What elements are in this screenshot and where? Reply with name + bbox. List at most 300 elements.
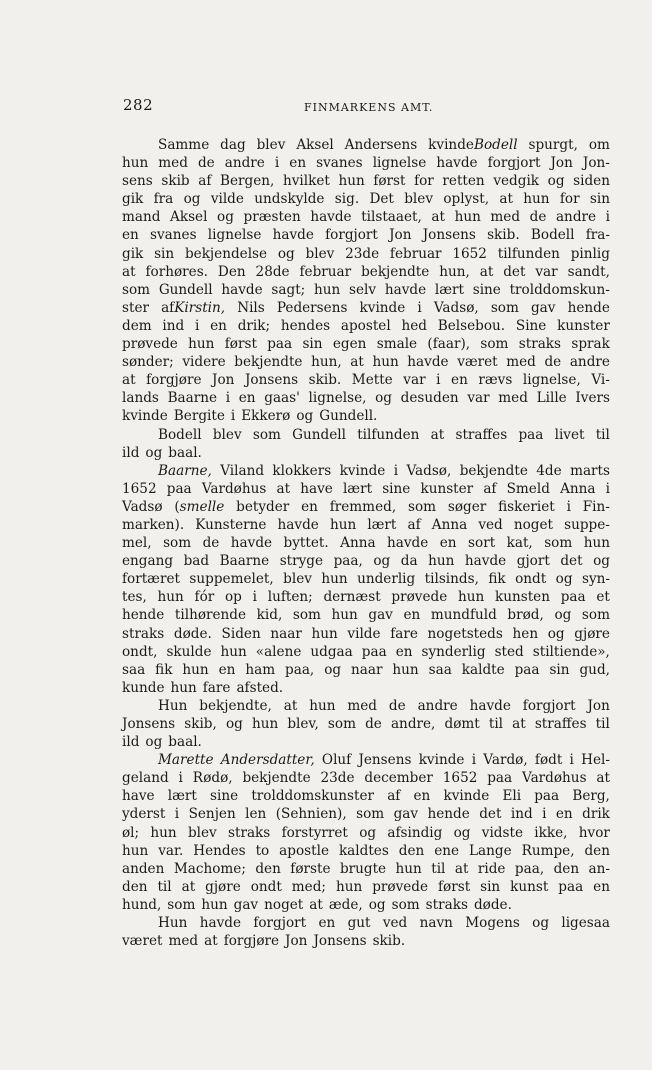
word: at bbox=[454, 860, 469, 877]
word: som bbox=[480, 336, 509, 353]
word: at bbox=[283, 697, 298, 714]
word: og bbox=[277, 245, 295, 262]
word: livet bbox=[554, 426, 585, 443]
word: bekjendte, bbox=[199, 697, 272, 714]
word: luften; bbox=[267, 589, 313, 606]
word: gud, bbox=[579, 661, 610, 678]
word: paa bbox=[361, 643, 387, 660]
word: februar bbox=[299, 263, 352, 280]
word: skib. bbox=[487, 227, 520, 244]
word: nogetsteds bbox=[427, 625, 503, 642]
word: Anna bbox=[431, 516, 468, 533]
word: havde bbox=[436, 155, 478, 172]
word: af bbox=[387, 788, 401, 805]
word: været bbox=[457, 354, 498, 371]
word: dernæst bbox=[323, 589, 381, 606]
word: gik bbox=[122, 191, 144, 208]
word: hun, bbox=[311, 354, 342, 371]
word: af bbox=[198, 173, 212, 190]
word: hende bbox=[567, 299, 610, 316]
word: hun bbox=[321, 571, 348, 588]
word: have bbox=[300, 480, 333, 497]
word: fare bbox=[390, 625, 418, 642]
word: Hendes bbox=[193, 842, 246, 859]
word: byttet. bbox=[283, 535, 329, 552]
word: afsindig bbox=[387, 824, 443, 841]
word: præsten bbox=[243, 209, 301, 226]
word: hed bbox=[401, 317, 427, 334]
word: kunde bbox=[122, 679, 165, 696]
word: det bbox=[560, 553, 583, 570]
text-line bbox=[122, 281, 610, 299]
word: som bbox=[122, 281, 151, 298]
word: hvilket bbox=[282, 173, 330, 190]
word: Den bbox=[217, 263, 246, 280]
word: paa bbox=[560, 589, 586, 606]
word: med bbox=[498, 390, 528, 407]
word: navn bbox=[419, 915, 453, 932]
word: videre bbox=[182, 354, 226, 371]
text-line bbox=[122, 317, 610, 335]
word: forgjøre bbox=[146, 372, 202, 389]
word: Bergen, bbox=[220, 173, 275, 190]
word: dem bbox=[122, 317, 152, 334]
word: noget bbox=[264, 896, 304, 913]
word: hun bbox=[457, 589, 485, 606]
word: døde. bbox=[473, 896, 512, 913]
word: lært bbox=[434, 281, 464, 298]
word: at bbox=[499, 191, 513, 208]
word: at bbox=[122, 263, 136, 280]
word: 28de bbox=[255, 263, 290, 280]
word: hun bbox=[454, 209, 481, 226]
word: og bbox=[555, 571, 573, 588]
word: Gundell. bbox=[319, 408, 378, 425]
word: stryge bbox=[279, 553, 324, 570]
word: hun bbox=[122, 155, 149, 172]
word: den bbox=[584, 842, 610, 859]
word: smale bbox=[376, 336, 418, 353]
word: i bbox=[230, 408, 236, 425]
word: geland bbox=[122, 770, 169, 787]
text-line bbox=[122, 371, 610, 389]
word: i bbox=[417, 299, 422, 316]
text-line bbox=[122, 335, 610, 353]
word: to bbox=[255, 842, 270, 859]
word: ligesaa bbox=[561, 915, 610, 932]
word: Baarne, bbox=[158, 462, 212, 479]
word: Hel- bbox=[581, 752, 610, 769]
word: underlig bbox=[357, 571, 416, 588]
word: og bbox=[593, 553, 610, 570]
word: i bbox=[605, 480, 610, 497]
word: trolddomskun- bbox=[509, 281, 610, 298]
word: hun bbox=[314, 281, 341, 298]
word: paa bbox=[558, 878, 584, 895]
text-line bbox=[122, 444, 610, 462]
word: fremmed, bbox=[329, 498, 397, 515]
word: Berg, bbox=[572, 788, 610, 805]
word: paa bbox=[487, 770, 513, 787]
word: at bbox=[350, 354, 364, 371]
word: ind bbox=[510, 806, 533, 823]
word: at bbox=[596, 770, 610, 787]
word: udgaa bbox=[310, 643, 353, 660]
word: Anna bbox=[560, 480, 596, 497]
word: de bbox=[197, 155, 215, 172]
word: vedgik bbox=[493, 173, 540, 190]
word: Mogens bbox=[465, 915, 520, 932]
word: blev bbox=[256, 137, 286, 153]
word: i bbox=[542, 806, 547, 823]
word: et bbox=[596, 589, 610, 606]
word: sig. bbox=[334, 191, 360, 208]
word: i bbox=[436, 372, 441, 389]
word: og bbox=[532, 915, 550, 932]
text-line bbox=[122, 245, 610, 263]
text-line bbox=[122, 570, 610, 588]
word: at bbox=[204, 933, 218, 950]
word: kunster bbox=[557, 317, 610, 334]
word: med bbox=[490, 209, 521, 226]
word: Samme bbox=[158, 137, 210, 153]
word: i bbox=[174, 806, 180, 823]
word: blev bbox=[187, 824, 217, 841]
word: Vi- bbox=[591, 372, 610, 389]
word: Lille bbox=[536, 390, 567, 407]
word: at bbox=[479, 263, 494, 280]
word: Kunsterne bbox=[195, 516, 267, 533]
word: tilfunden bbox=[497, 245, 560, 262]
word: med bbox=[506, 354, 536, 371]
word: som bbox=[252, 426, 281, 443]
word: forstyrret bbox=[281, 824, 348, 841]
word: Rødø, bbox=[192, 770, 233, 787]
word: Pedersens bbox=[276, 299, 348, 316]
word: hund, bbox=[122, 896, 162, 913]
word: hun bbox=[170, 679, 197, 696]
word: februar bbox=[389, 245, 442, 262]
word: lignelse bbox=[207, 227, 262, 244]
word: andre bbox=[417, 697, 458, 714]
word: havde bbox=[310, 209, 352, 226]
word: den bbox=[255, 860, 281, 877]
word: at bbox=[431, 209, 445, 226]
word: Jonsens bbox=[313, 933, 367, 950]
word: 4de bbox=[536, 462, 562, 479]
word: paa, bbox=[514, 860, 545, 877]
word: Andersdatter, bbox=[220, 752, 315, 769]
word: ster bbox=[122, 299, 149, 316]
word: hvor bbox=[578, 824, 610, 841]
word: kvinde bbox=[443, 788, 490, 805]
word: lært bbox=[342, 480, 373, 497]
word: an- bbox=[588, 860, 610, 877]
word: Ivers bbox=[575, 390, 610, 407]
word: havde bbox=[230, 535, 273, 552]
word: af bbox=[407, 516, 421, 533]
word: og bbox=[324, 661, 342, 678]
word: baal. bbox=[168, 734, 202, 751]
word: Gundell bbox=[158, 281, 213, 298]
word: hun bbox=[188, 336, 215, 353]
word: paa, bbox=[285, 661, 315, 678]
word: undskylde bbox=[254, 191, 325, 208]
word: øl; bbox=[122, 824, 140, 841]
text-line bbox=[122, 226, 610, 244]
word: saa bbox=[428, 661, 452, 678]
word: Jon bbox=[550, 155, 573, 172]
word: forgjøre bbox=[223, 933, 280, 950]
text-line bbox=[122, 534, 610, 552]
word: ved bbox=[382, 915, 408, 932]
word: straks bbox=[122, 625, 165, 642]
text-line bbox=[122, 154, 610, 172]
word: og bbox=[145, 734, 163, 751]
word: dag bbox=[220, 137, 246, 153]
word: en bbox=[413, 788, 431, 805]
word: Gundell bbox=[292, 426, 346, 443]
text-line bbox=[122, 588, 610, 606]
word: «alene bbox=[255, 643, 302, 660]
word: forgjort bbox=[487, 155, 541, 172]
word: bekjendte bbox=[361, 263, 430, 280]
word: hende bbox=[122, 607, 165, 624]
word: blev, bbox=[287, 716, 319, 732]
word: Anna bbox=[340, 535, 376, 552]
word: den bbox=[398, 842, 425, 859]
word: vidste bbox=[481, 824, 523, 841]
word: en bbox=[395, 643, 413, 660]
word: kunst bbox=[510, 878, 549, 895]
word: drik; bbox=[237, 317, 271, 334]
word: det bbox=[503, 263, 526, 280]
word: tilhørende bbox=[174, 607, 247, 624]
word: gjøre bbox=[205, 878, 241, 895]
word: sandt, bbox=[567, 263, 610, 280]
word: mundfuld bbox=[430, 607, 497, 624]
word: og bbox=[296, 408, 314, 425]
word: fiskeriet bbox=[498, 498, 555, 515]
word: og bbox=[145, 444, 163, 461]
word: len bbox=[245, 806, 267, 823]
text-line bbox=[122, 733, 610, 751]
word: sine bbox=[472, 281, 501, 298]
word: Machome; bbox=[173, 860, 246, 877]
word: Eli bbox=[502, 788, 522, 805]
word: de bbox=[529, 209, 547, 226]
word: af bbox=[483, 480, 497, 497]
word: tilsinds, bbox=[424, 571, 479, 588]
word: gav bbox=[368, 607, 393, 624]
word: ikke, bbox=[534, 824, 568, 841]
word: en bbox=[289, 155, 307, 172]
word: i bbox=[225, 390, 231, 407]
word: Jon bbox=[212, 372, 235, 389]
word: hun bbox=[329, 516, 357, 533]
word: en bbox=[403, 607, 421, 624]
word: ondt, bbox=[122, 643, 158, 660]
word: (smelle bbox=[174, 498, 225, 515]
word: sin bbox=[549, 661, 570, 678]
text-line bbox=[122, 407, 610, 425]
word: som bbox=[327, 716, 356, 732]
word: paa bbox=[267, 336, 293, 353]
word: for bbox=[559, 191, 580, 208]
word: den bbox=[553, 860, 580, 877]
word: ride bbox=[477, 860, 506, 877]
word: med bbox=[347, 697, 378, 714]
word: brugte bbox=[339, 860, 387, 877]
word: 23de bbox=[345, 245, 380, 262]
word: kvinde bbox=[359, 299, 406, 316]
word: lignelse, bbox=[308, 390, 367, 407]
word: hun bbox=[523, 191, 550, 208]
text-line bbox=[122, 805, 610, 823]
word: op bbox=[225, 589, 242, 606]
word: sprak bbox=[571, 336, 610, 353]
word: andre, bbox=[390, 716, 436, 732]
word: kvinde bbox=[339, 462, 386, 479]
word: kvindeBodell bbox=[428, 137, 518, 153]
word: Jon bbox=[285, 933, 308, 950]
word: Aksel bbox=[296, 137, 334, 153]
word: Jon bbox=[389, 227, 412, 244]
text-line bbox=[122, 914, 610, 932]
word: fare bbox=[202, 679, 231, 696]
word: siden bbox=[573, 173, 610, 190]
word: hun bbox=[122, 842, 149, 859]
text-line bbox=[122, 299, 610, 317]
word: en bbox=[218, 661, 236, 678]
word: ham bbox=[245, 661, 276, 678]
word: og bbox=[554, 607, 572, 624]
word: sine bbox=[382, 480, 411, 497]
word: bekjendelse bbox=[184, 245, 268, 262]
word: fra bbox=[153, 191, 174, 208]
word: baal. bbox=[168, 444, 202, 461]
word: Jonsens bbox=[122, 716, 176, 732]
word: æde, bbox=[328, 896, 363, 913]
word: dømt bbox=[444, 716, 480, 732]
word: til bbox=[157, 878, 172, 895]
word: Vardø, bbox=[483, 752, 528, 769]
word: fik bbox=[155, 661, 173, 678]
word: blev bbox=[212, 426, 242, 443]
word: kaldte bbox=[461, 661, 505, 678]
word: som bbox=[292, 607, 321, 624]
word: en bbox=[122, 227, 139, 244]
word: paa, bbox=[333, 553, 363, 570]
word: blev bbox=[283, 571, 312, 588]
word: suppemelet, bbox=[189, 571, 274, 588]
text-line bbox=[122, 661, 610, 679]
word: for bbox=[414, 173, 434, 190]
word: de bbox=[388, 697, 406, 714]
word: Aksel bbox=[170, 209, 208, 226]
word: hende bbox=[427, 806, 470, 823]
word: december bbox=[364, 770, 433, 787]
word: hun bbox=[201, 896, 228, 913]
word: straks bbox=[228, 824, 271, 841]
word: i bbox=[274, 155, 280, 172]
word: Jensens bbox=[358, 752, 412, 769]
word: suppe- bbox=[564, 516, 610, 533]
word: og bbox=[453, 824, 471, 841]
word: paa bbox=[166, 480, 192, 497]
body-text bbox=[122, 136, 610, 950]
word: fra- bbox=[585, 227, 610, 244]
word: og bbox=[547, 625, 565, 642]
word: som bbox=[544, 535, 573, 552]
text-line bbox=[122, 498, 610, 516]
word: Bodell bbox=[530, 227, 575, 244]
word: Baarne bbox=[167, 390, 218, 407]
word: sine bbox=[210, 788, 239, 805]
word: en bbox=[318, 915, 336, 932]
word: Jon bbox=[587, 697, 610, 714]
word: havde bbox=[272, 227, 314, 244]
text-line bbox=[122, 625, 610, 643]
word: forhøres. bbox=[145, 263, 208, 280]
word: straks bbox=[425, 896, 468, 913]
text-line bbox=[122, 932, 610, 950]
word: skib. bbox=[308, 372, 342, 389]
word: tilstaaet, bbox=[361, 209, 422, 226]
text-line bbox=[122, 606, 610, 624]
text-line bbox=[122, 263, 610, 281]
word: det bbox=[479, 806, 502, 823]
word: at bbox=[512, 716, 526, 732]
word: Lange bbox=[469, 842, 512, 859]
word: i bbox=[393, 462, 399, 479]
word: Siden bbox=[221, 625, 261, 642]
word: hun bbox=[372, 354, 399, 371]
word: 1652 bbox=[122, 480, 157, 497]
text-line bbox=[122, 462, 610, 480]
word: Hun bbox=[158, 915, 188, 932]
word: Ekkerø bbox=[241, 408, 291, 425]
word: til bbox=[595, 426, 610, 443]
word: en bbox=[210, 317, 227, 334]
text-line bbox=[122, 643, 610, 661]
word: Senjen bbox=[188, 806, 236, 823]
word: ene bbox=[434, 842, 460, 859]
word: som bbox=[167, 896, 196, 913]
text-line bbox=[122, 824, 610, 842]
word: bad bbox=[183, 553, 210, 570]
word: en bbox=[301, 498, 318, 515]
word: 1652 bbox=[442, 770, 478, 787]
word: i bbox=[569, 752, 574, 769]
word: hun bbox=[395, 860, 422, 877]
word: de bbox=[365, 716, 382, 732]
word: egen bbox=[332, 336, 367, 353]
word: havde bbox=[221, 281, 263, 298]
word: hun bbox=[392, 661, 419, 678]
word: om bbox=[588, 137, 610, 153]
word: bekjendte bbox=[242, 770, 311, 787]
word: til bbox=[595, 716, 610, 732]
word: ved bbox=[478, 516, 503, 533]
word: havde bbox=[277, 516, 319, 533]
word: hun bbox=[331, 607, 358, 624]
word: prøvede bbox=[391, 589, 448, 606]
word: den bbox=[122, 878, 148, 895]
word: kvinde bbox=[122, 408, 168, 425]
word: Jonsens bbox=[244, 372, 299, 389]
word: til bbox=[431, 860, 446, 877]
